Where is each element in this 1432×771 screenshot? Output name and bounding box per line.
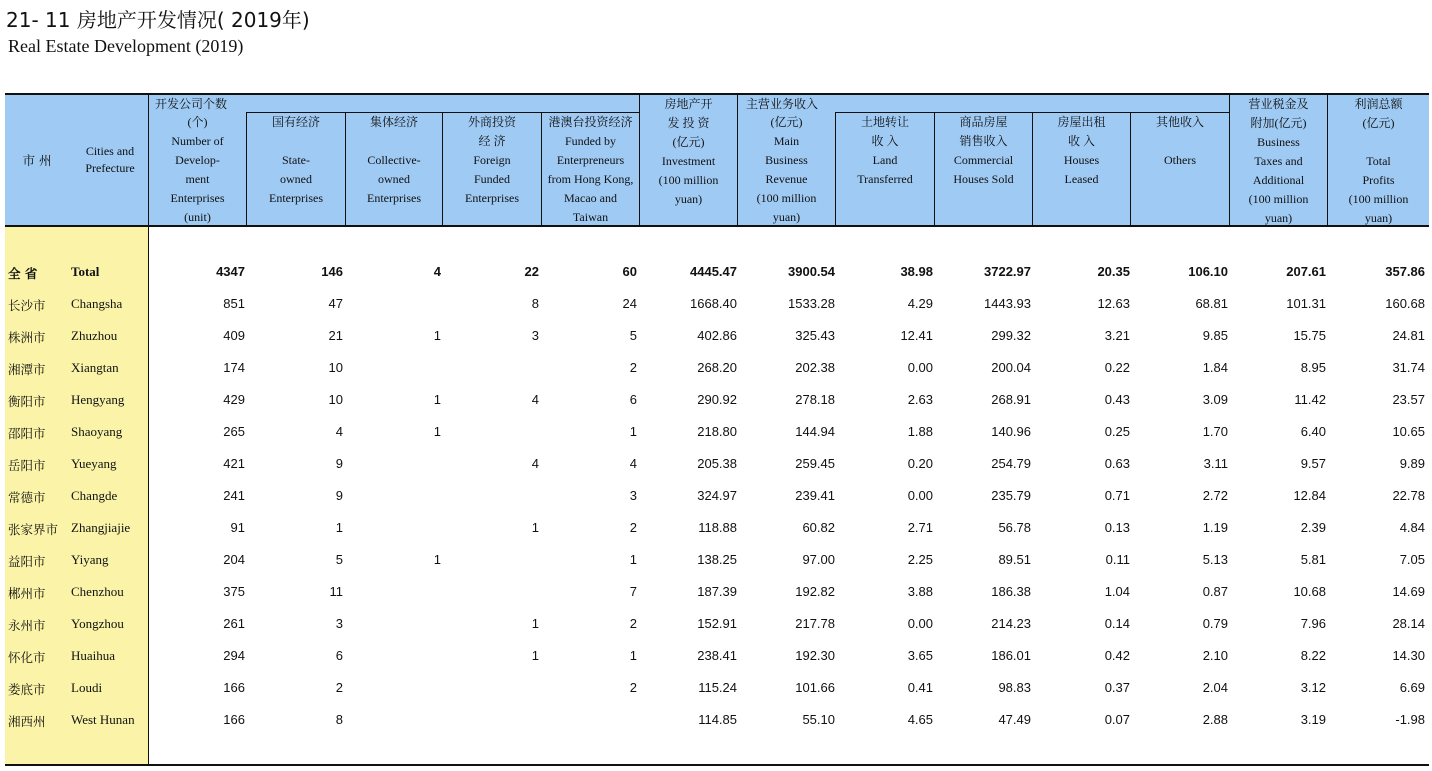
table-row <box>5 672 1429 704</box>
cell-value: 0.79 <box>1202 616 1228 631</box>
cell-value: 9.89 <box>1399 456 1425 471</box>
cell-value: 8.22 <box>1300 648 1326 663</box>
city-name-cn: 株洲市 <box>8 330 46 345</box>
cell-value: 241 <box>223 488 245 503</box>
cell-value: 20.35 <box>1097 264 1130 279</box>
cell-value: 10.65 <box>1392 424 1425 439</box>
cell-value: 5 <box>629 328 637 343</box>
cell-value: 3.11 <box>1203 456 1228 471</box>
cell-value: 1 <box>335 520 343 535</box>
city-name-en: Yongzhou <box>71 616 124 631</box>
cell-value: 5 <box>335 552 343 567</box>
city-name-en: Huaihua <box>71 648 116 663</box>
city-name-cn: 湘潭市 <box>8 362 46 377</box>
cell-value: 98.83 <box>998 680 1031 695</box>
cell-value: 89.51 <box>998 552 1031 567</box>
cell-value: 11 <box>329 584 343 599</box>
cell-value: 205.38 <box>697 456 737 471</box>
cell-value: 324.97 <box>697 488 737 503</box>
cell-value: 11.42 <box>1294 392 1326 407</box>
cell-value: 21 <box>328 328 343 343</box>
cell-value: 10 <box>328 392 343 407</box>
cell-value: 15.75 <box>1293 328 1326 343</box>
cell-value: 261 <box>223 616 245 631</box>
table-row <box>5 608 1429 640</box>
cell-value: 259.45 <box>795 456 835 471</box>
cell-value: 3 <box>531 328 539 343</box>
cell-value: 6 <box>629 392 637 407</box>
cell-value: 1 <box>433 552 441 567</box>
cell-value: 0.42 <box>1104 648 1130 663</box>
cell-value: 60.82 <box>802 520 835 535</box>
cell-value: 118.88 <box>698 520 737 535</box>
cell-value: 2.10 <box>1202 648 1228 663</box>
city-name-cn: 湘西州 <box>8 714 46 729</box>
cell-value: 38.98 <box>900 264 933 279</box>
table-row <box>5 288 1429 320</box>
city-name-cn: 郴州市 <box>8 586 46 601</box>
cell-value: 235.79 <box>991 488 1031 503</box>
header-investment: 房地产开 发 投 资 (亿元) Investment (100 million yuan) <box>658 97 719 206</box>
table-row <box>5 448 1429 480</box>
cell-value: 9 <box>335 488 343 503</box>
cell-value: 9.57 <box>1300 456 1326 471</box>
cell-value: 1 <box>629 552 637 567</box>
cell-value: 192.82 <box>795 584 835 599</box>
cell-value: 1 <box>531 648 539 663</box>
cell-value: 2.72 <box>1202 488 1228 503</box>
cell-value: 115.24 <box>698 680 737 695</box>
cell-value: 106.10 <box>1188 264 1228 279</box>
cell-value: 2 <box>629 360 637 375</box>
cell-value: 7 <box>629 584 637 599</box>
table-row <box>5 704 1429 736</box>
cell-value: 1.19 <box>1202 520 1228 535</box>
table-row <box>5 640 1429 672</box>
cell-value: 268.91 <box>991 392 1031 407</box>
table-header <box>5 93 1429 227</box>
city-name-en: West Hunan <box>71 712 135 727</box>
cell-value: 1.88 <box>907 424 933 439</box>
city-name-en: Yueyang <box>71 456 117 471</box>
cell-value: 9 <box>335 456 343 471</box>
table-row <box>5 384 1429 416</box>
header-companies-group: 开发公司个数 <box>155 97 228 111</box>
cell-value: 1668.40 <box>690 296 737 311</box>
table-row <box>5 320 1429 352</box>
cell-value: 429 <box>223 392 245 407</box>
cell-value: 3 <box>335 616 343 631</box>
cell-value: 91 <box>230 520 245 535</box>
cell-value: 5.13 <box>1202 552 1228 567</box>
cell-value: 114.85 <box>698 712 737 727</box>
cell-value: 217.78 <box>795 616 835 631</box>
cell-value: 254.79 <box>991 456 1031 471</box>
cell-value: 2 <box>629 616 637 631</box>
cell-value: 138.25 <box>697 552 737 567</box>
cell-value: 3.65 <box>907 648 933 663</box>
header-land: 土地转让 收 入 Land Transferred <box>857 115 913 186</box>
cell-value: 14.69 <box>1392 584 1425 599</box>
cell-value: 357.86 <box>1385 264 1425 279</box>
cell-value: 2 <box>629 520 637 535</box>
cell-value: 8 <box>531 296 539 311</box>
cell-value: 0.14 <box>1104 616 1130 631</box>
cell-value: 7.05 <box>1399 552 1425 567</box>
cell-value: 28.14 <box>1392 616 1425 631</box>
cell-value: 238.41 <box>697 648 737 663</box>
cell-value: 22.78 <box>1392 488 1425 503</box>
cell-value: 4 <box>531 392 539 407</box>
cell-value: 4 <box>531 456 539 471</box>
cell-value: 2 <box>629 680 637 695</box>
cell-value: 0.87 <box>1202 584 1228 599</box>
cell-value: 174 <box>223 360 245 375</box>
cell-value: 3.88 <box>907 584 933 599</box>
cell-value: 3722.97 <box>984 264 1031 279</box>
cell-value: 851 <box>223 296 245 311</box>
cell-value: 2.25 <box>907 552 933 567</box>
city-name-en: Hengyang <box>71 392 125 407</box>
city-name-cn: 常德市 <box>8 490 46 505</box>
cell-value: 3900.54 <box>788 264 835 279</box>
header-taxes: 营业税金及 附加(亿元) Business Taxes and Additional (100 million yuan) <box>1248 97 1309 225</box>
cell-value: 409 <box>223 328 245 343</box>
cell-value: 24 <box>622 296 637 311</box>
cell-value: 101.31 <box>1286 296 1326 311</box>
cell-value: 1.84 <box>1202 360 1228 375</box>
cell-value: 294 <box>223 648 245 663</box>
cell-value: 200.04 <box>991 360 1031 375</box>
cell-value: 4347 <box>216 264 245 279</box>
cell-value: 9.85 <box>1202 328 1228 343</box>
cell-value: 2.71 <box>907 520 933 535</box>
header-revenue: (亿元) Main Business Revenue (100 million yuan) <box>756 115 817 224</box>
total-row <box>5 256 1429 288</box>
cell-value: 160.68 <box>1385 296 1425 311</box>
cell-value: 6 <box>335 648 343 663</box>
header-collective: 集体经济 Collective- owned Enterprises <box>367 115 421 205</box>
cell-value: 1 <box>531 616 539 631</box>
cell-value: 0.43 <box>1104 392 1130 407</box>
cell-value: 146 <box>321 264 343 279</box>
cell-value: 402.86 <box>697 328 737 343</box>
cell-value: 218.80 <box>697 424 737 439</box>
cell-value: 0.20 <box>907 456 933 471</box>
cell-value: 23.57 <box>1392 392 1425 407</box>
city-name-cn: 张家界市 <box>8 522 59 537</box>
header-houses-sold: 商品房屋 销售收入 Commercial Houses Sold <box>953 115 1014 186</box>
city-name-cn: 怀化市 <box>8 650 46 665</box>
cell-value: 6.40 <box>1300 424 1326 439</box>
cell-value: 1 <box>433 392 441 407</box>
cell-value: 1 <box>629 648 637 663</box>
cell-value: 152.91 <box>697 616 737 631</box>
header-hmt: 港澳台投资经济 Funded by Enterpreneurs from Hong Kong, Macao and Taiwan <box>547 115 634 224</box>
cell-value: 192.30 <box>795 648 835 663</box>
cell-value: 3.12 <box>1300 680 1326 695</box>
cell-value: 5.81 <box>1300 552 1326 567</box>
cell-value: 375 <box>223 584 245 599</box>
cell-value: 299.32 <box>991 328 1031 343</box>
cell-value: 0.22 <box>1104 360 1130 375</box>
cell-value: 4.65 <box>907 712 933 727</box>
cell-value: 55.10 <box>802 712 835 727</box>
cell-value: 265 <box>223 424 245 439</box>
header-revenue-group: 主营业务收入 <box>746 97 819 111</box>
cell-value: 4 <box>433 264 441 279</box>
cell-value: 0.41 <box>907 680 933 695</box>
cell-value: 239.41 <box>795 488 835 503</box>
cell-value: 8.95 <box>1300 360 1326 375</box>
table-row <box>5 544 1429 576</box>
cell-value: 0.37 <box>1104 680 1130 695</box>
cell-value: 204 <box>223 552 245 567</box>
cell-value: 421 <box>223 456 245 471</box>
header-foreign: 外商投资 经 济 Foreign Funded Enterprises <box>465 115 519 205</box>
city-name-cn: 岳阳市 <box>8 458 46 473</box>
cell-value: 101.66 <box>795 680 835 695</box>
cell-value: 31.74 <box>1392 360 1425 375</box>
data-table <box>5 93 1429 768</box>
cell-value: 97.00 <box>802 552 835 567</box>
cell-value: 3.09 <box>1202 392 1228 407</box>
cell-value: 186.01 <box>991 648 1031 663</box>
cell-value: 10.68 <box>1293 584 1326 599</box>
cell-value: 2.88 <box>1202 712 1228 727</box>
city-name-en: Zhuzhou <box>71 328 118 343</box>
cell-value: 4 <box>629 456 637 471</box>
cell-value: 166 <box>223 680 245 695</box>
cell-value: 24.81 <box>1392 328 1425 343</box>
cell-value: 47.49 <box>998 712 1031 727</box>
cell-value: 7.96 <box>1300 616 1326 631</box>
cell-value: 325.43 <box>795 328 835 343</box>
table-row <box>5 352 1429 384</box>
cell-value: 187.39 <box>697 584 737 599</box>
cell-value: 47 <box>328 296 343 311</box>
cell-value: -1.98 <box>1395 712 1425 727</box>
cell-value: 0.00 <box>907 488 933 503</box>
table-row <box>5 416 1429 448</box>
cell-value: 2.04 <box>1202 680 1228 695</box>
cell-value: 3 <box>629 488 637 503</box>
cell-value: 186.38 <box>991 584 1031 599</box>
cell-value: 278.18 <box>795 392 835 407</box>
cell-value: 12.63 <box>1097 296 1130 311</box>
cell-value: 0.25 <box>1104 424 1130 439</box>
cell-value: 60 <box>622 264 637 279</box>
cell-value: 6.69 <box>1399 680 1425 695</box>
cell-value: 290.92 <box>697 392 737 407</box>
table-row <box>5 576 1429 608</box>
cell-value: 4445.47 <box>690 264 737 279</box>
cell-value: 68.81 <box>1195 296 1228 311</box>
city-name-cn: 邵阳市 <box>8 426 46 441</box>
header-profits: 利润总额 (亿元) Total Profits (100 million yuan) <box>1348 97 1409 225</box>
cell-value: 1443.93 <box>984 296 1031 311</box>
city-name-cn: 益阳市 <box>8 554 46 569</box>
cell-value: 1 <box>629 424 637 439</box>
cell-value: 140.96 <box>991 424 1031 439</box>
city-name-en: Zhangjiajie <box>71 520 131 535</box>
header-city-en: Cities and Prefecture <box>85 144 135 175</box>
header-city-cn: 市 州 <box>22 153 52 168</box>
cell-value: 2 <box>335 680 343 695</box>
cell-value: 207.61 <box>1286 264 1326 279</box>
cell-value: 3.19 <box>1300 712 1326 727</box>
cell-value: 1 <box>531 520 539 535</box>
header-leased: 房屋出租 收 入 Houses Leased <box>1057 115 1106 186</box>
cell-value: 12.84 <box>1293 488 1326 503</box>
cell-value: 4.29 <box>907 296 933 311</box>
page-subtitle: Real Estate Development (2019) <box>8 36 244 56</box>
table-row <box>5 512 1429 544</box>
cell-value: 56.78 <box>998 520 1031 535</box>
cell-value: 202.38 <box>795 360 835 375</box>
page-title: 21- 11 房地产开发情况( 2019年) <box>6 8 310 32</box>
cell-value: 0.11 <box>1105 552 1130 567</box>
city-name-en: Changsha <box>71 296 123 311</box>
cell-value: 0.00 <box>907 616 933 631</box>
cell-value: 22 <box>524 264 539 279</box>
city-name-en: Loudi <box>71 680 103 695</box>
header-state: 国有经济 State- owned Enterprises <box>269 115 323 205</box>
cell-value: 1.70 <box>1202 424 1228 439</box>
city-name-en: Changde <box>71 488 118 503</box>
header-companies: (个) Number of Develop- ment Enterprises (unit) <box>170 115 225 224</box>
cell-value: 2.63 <box>907 392 933 407</box>
city-name-en: Total <box>71 264 100 279</box>
cell-value: 4.84 <box>1399 520 1425 535</box>
cell-value: 2.39 <box>1300 520 1326 535</box>
city-name-en: Yiyang <box>71 552 109 567</box>
city-name-cn: 永州市 <box>8 618 46 633</box>
cell-value: 10 <box>328 360 343 375</box>
city-name-cn: 娄底市 <box>8 682 46 697</box>
cell-value: 1.04 <box>1104 584 1130 599</box>
city-name-en: Shaoyang <box>71 424 123 439</box>
cell-value: 166 <box>223 712 245 727</box>
city-name-cn: 长沙市 <box>8 298 46 313</box>
cell-value: 12.41 <box>900 328 933 343</box>
city-name-cn: 衡阳市 <box>8 394 46 409</box>
cell-value: 144.94 <box>795 424 835 439</box>
cell-value: 1 <box>433 328 441 343</box>
city-name-en: Xiangtan <box>71 360 119 375</box>
cell-value: 14.30 <box>1392 648 1425 663</box>
cell-value: 3.21 <box>1104 328 1130 343</box>
cell-value: 268.20 <box>697 360 737 375</box>
cell-value: 214.23 <box>991 616 1031 631</box>
city-name-en: Chenzhou <box>71 584 124 599</box>
table-row <box>5 480 1429 512</box>
cell-value: 8 <box>335 712 343 727</box>
cell-value: 0.13 <box>1104 520 1130 535</box>
cell-value: 0.00 <box>907 360 933 375</box>
cell-value: 1 <box>433 424 441 439</box>
header-others: 其他收入 Others <box>1155 115 1204 167</box>
cell-value: 4 <box>335 424 343 439</box>
cell-value: 0.63 <box>1104 456 1130 471</box>
cell-value: 1533.28 <box>788 296 835 311</box>
city-name-cn: 全 省 <box>8 266 38 281</box>
cell-value: 0.71 <box>1104 488 1130 503</box>
cell-value: 0.07 <box>1104 712 1130 727</box>
